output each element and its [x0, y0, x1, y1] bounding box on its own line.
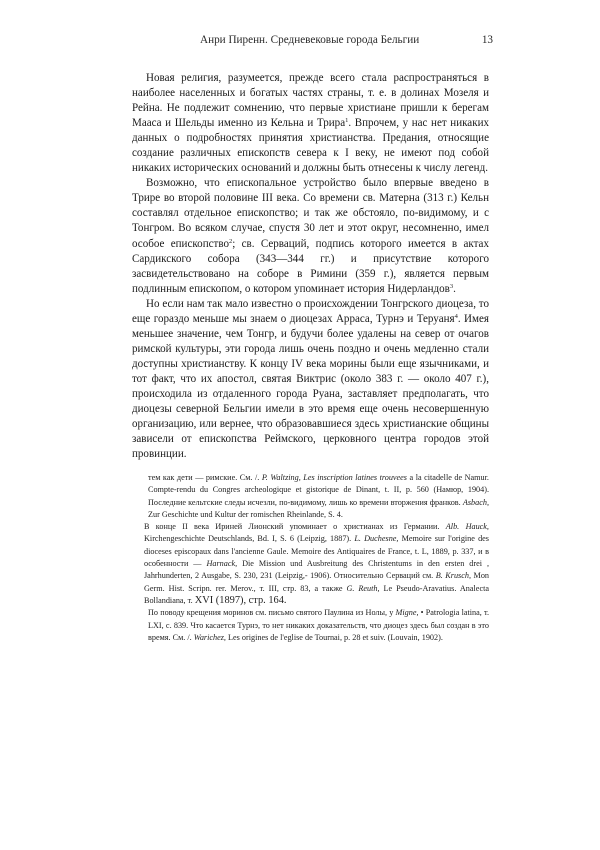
fn2-italic-5: G. Reuth, [346, 583, 380, 593]
fn2-italic-4: B. Krusch, [435, 571, 472, 581]
fn2-text-6: Le Pseudo-Aravatius. Analecta Bollandiana, т. [144, 583, 489, 605]
fn2-text-3: Memoire sur l'origine des dioceses episcopaux dans l'ancienne Gaule. Memoire des Antiquaires de France, t. L, 1889, p. 337, и в особенности — [144, 534, 489, 569]
fn3-text-2: • Patrologia latina, т. LXI, с. 839. Что касается Турнэ, то нет никаких доказательств, что диоцез здесь был создан в это время. См. /. [148, 608, 489, 642]
paragraph-3-text-a: Но если нам так мало известно о происхождении Тонгрского диоцеза, то еще гораздо меньше мы знаем о диоцезах Арраса, Турнэ и Теруаня [132, 297, 489, 325]
footnote-1-continued [144, 472, 489, 521]
fn2-text-2: Kirchengeschichte Deutschlands, Bd. I, S. 6 (Leipzig, 1887). [144, 534, 355, 544]
paragraph-1 [132, 71, 489, 176]
running-title: Анри Пиренн. Средневековые города Бельгии [200, 34, 420, 46]
fn2-text-1: В конце II века Ириней Лионский упоминает о христианах из Германии. [144, 522, 446, 532]
fn3-italic-2: Warichez, [193, 632, 226, 642]
fn1-text-3: Zur Geschichte und Kultur der romischen Rheinlande, S. 4. [148, 509, 343, 519]
footnote-ref-3: 3 [449, 282, 454, 290]
fn2-italic-1: Alb. Hauck, [445, 522, 489, 532]
page-number: 13 [481, 34, 493, 46]
paragraph-2-text-b: ; св. Серваций, подпись которого имеется в актах Сардикского собора (343—344 гг.) и присутствие которого засвидетельствовано на соборе в Римини (359 г.), является первым подлинным епископом, о котором упоминает история Нидерландов [132, 237, 489, 295]
main-text [132, 71, 489, 462]
fn1-text-1: тем как дети — римские. См. /. [148, 473, 262, 482]
fn3-text-3: Les origines de l'eglise de Tournai, p. 28 et suiv. (Louvain, 1902). [225, 632, 443, 642]
fn2-volume: XVI (1897), стр. 164. [194, 594, 287, 606]
fn2-text-4: Die Mission und Ausbreitung des Christentums in den ersten drei , Jahrhunderten, 2 Ausgabe, S. 230, 231 (Leipzig,- 1906). Относительно Серваций см. [144, 559, 490, 581]
fn1-text-2: a la citadelle de Namur. Compte-rendu du Congres archeologique et gistorique de Dinant, t. II, p. 560 (Намюр, 1904). Последние кельтские следы исчезли, по-видимому, лишь ко времени вторжения франков. [148, 473, 489, 507]
fn2-text-5: Mon Germ. Hist. Scripn. rer. Merov., т. III, стр. 83, а также [144, 571, 490, 593]
footnote-ref-4: 4 [454, 312, 458, 320]
fn1-italic-2: Asbach, [462, 497, 489, 507]
paragraph-1-text-b: . Впрочем, у нас нет никаких данных о подробностях принятия христианства. Предания, относящие создание различных епископств севера к I веку, не имеют под собой никаких исторических оснований и должны быть отнесены к числу легенд. [132, 117, 490, 175]
fn1-italic-1: P. Waltzing, Les inscription latines trouvees [261, 473, 407, 482]
fn2-italic-2: L. Duchesne, [354, 534, 399, 544]
paragraph-1-text-a: Новая религия, разумеется, прежде всего стала распространяться в наиболее населенных и богатых частях страны, т. е. в долинах Мозеля и Рейна. Не подлежит сомнению, что первые христиане пришли к берегам Мааса и Шельды именно из Кельна и Трира [132, 72, 489, 130]
paragraph-3-text-b: . Имея меньшее значение, чем Тонгр, и будучи более удалены на север от очагов римской культуры, эти города лишь очень поздно и очень медленно стали доступны христианству. К концу IV века морины были еще язычниками, и тот факт, что их апостол, святая Виктрис (около 383 г. — около 407 г.), происходила из отдаленного города Руана, заставляет предполагать, что диоцезы северной Бельгии имели в это время еще очень несовершенную организацию, или вернее, что образовавшиеся здесь христианские общины зависели от епископства Реймского, церковного центра городов этой провинции. [132, 312, 489, 461]
footnote-3 [144, 607, 489, 644]
footnote-2 [144, 521, 489, 607]
fn3-text-1: По поводу крещения моринов см. письмо святого Паулина из Нолы, у [148, 608, 396, 618]
paragraph-2-text-c: . [453, 282, 456, 295]
paragraph-2-text-a: Возможно, что епископальное устройство было впервые введено в Трире во второй половине III века. Со времени св. Матерна (313 г.) Кельн составлял отдельное епископство; и так же обстояло, по-видимому, и с Тонгром. Во всяком случае, спустя 30 лет и этот округ, несомненно, имел особое епископство [132, 177, 489, 250]
paragraph-2 [132, 176, 489, 296]
footnote-ref-1: 1 [345, 117, 349, 125]
footnote-ref-2: 2 [229, 237, 233, 245]
footnotes [144, 472, 489, 644]
fn2-italic-3: Harnack, [206, 559, 238, 569]
fn3-italic-1: Migne, [395, 608, 419, 618]
paragraph-3 [132, 297, 489, 463]
